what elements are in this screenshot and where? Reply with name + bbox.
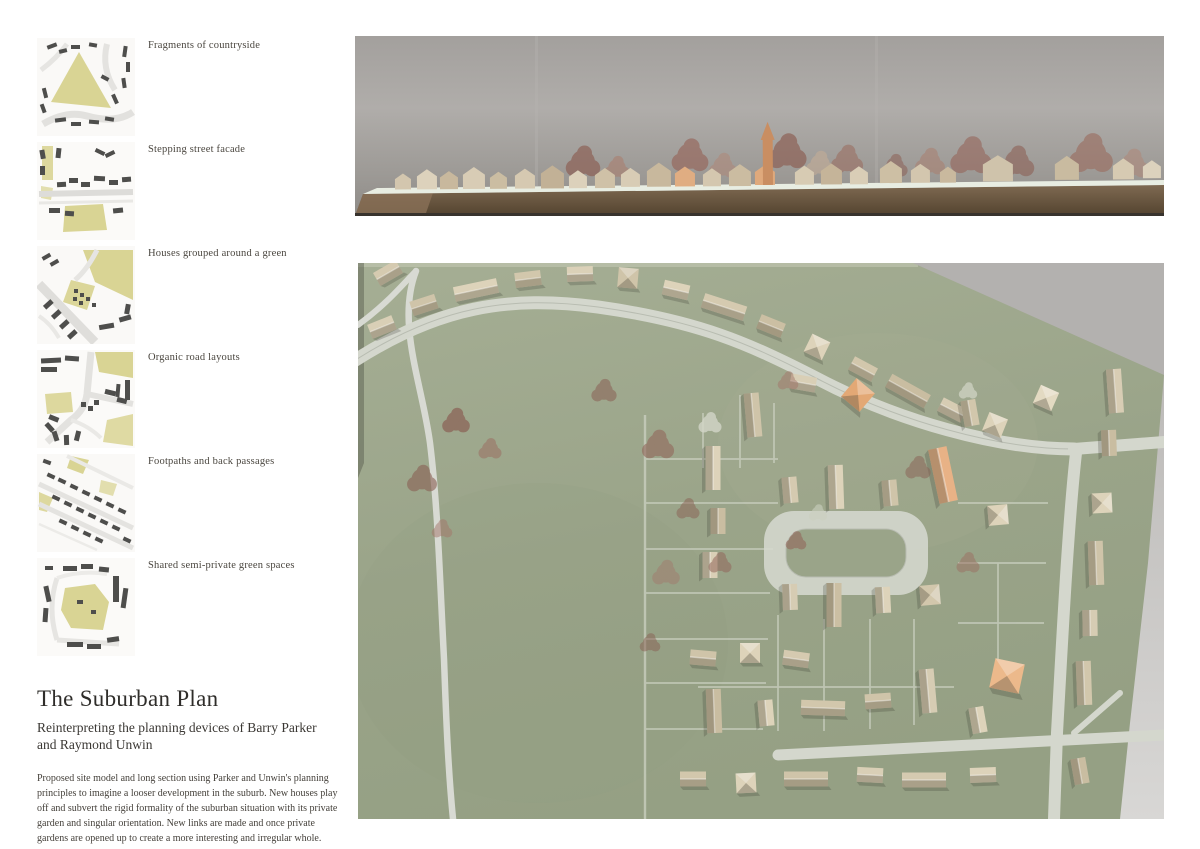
device-row-fragments-of-countryside [37,38,357,136]
page-title: The Suburban Plan [37,686,219,711]
device-caption: Fragments of countryside [148,40,261,51]
device-row-footpaths-back-passages [37,454,357,552]
project-description: Proposed site model and long section using Parker and Unwin's planning principles to imagine a looser development in the suburb. New houses play off and subvert the rigid formality of the suburban situation with its private garden and singular orientation. New links are made and once private gardens are opened up to create a more interesting and irregular whole. [37,772,338,844]
map-thumbnail-stepping-street-facade-icon [37,142,135,240]
map-thumbnail-footpaths-back-passages-icon [37,454,135,552]
device-caption: Houses grouped around a green [148,248,287,259]
device-caption: Stepping street facade [148,144,246,155]
device-row-stepping-street-facade [37,142,357,240]
device-caption: Footpaths and back passages [148,456,275,467]
map-thumbnail-shared-green-spaces-icon [37,558,135,656]
page-subtitle: Reinterpreting the planning devices of Barry Parker and Raymond Unwin [37,720,317,753]
device-row-shared-green-spaces [37,558,357,656]
map-thumbnail-houses-grouped-around-green-icon [37,246,135,344]
title-block [37,686,347,846]
map-thumbnail-fragments-of-countryside-icon [37,38,135,136]
device-caption: Shared semi-private green spaces [148,560,295,571]
site-plan-model-photo [358,263,1164,819]
loop-green [764,511,928,595]
device-row-houses-grouped-around-green [37,246,357,344]
map-thumbnail-organic-road-layouts-icon [37,350,135,448]
device-caption: Organic road layouts [148,352,240,363]
long-section-model-photo [355,36,1164,216]
device-row-organic-road-layouts [37,350,357,448]
